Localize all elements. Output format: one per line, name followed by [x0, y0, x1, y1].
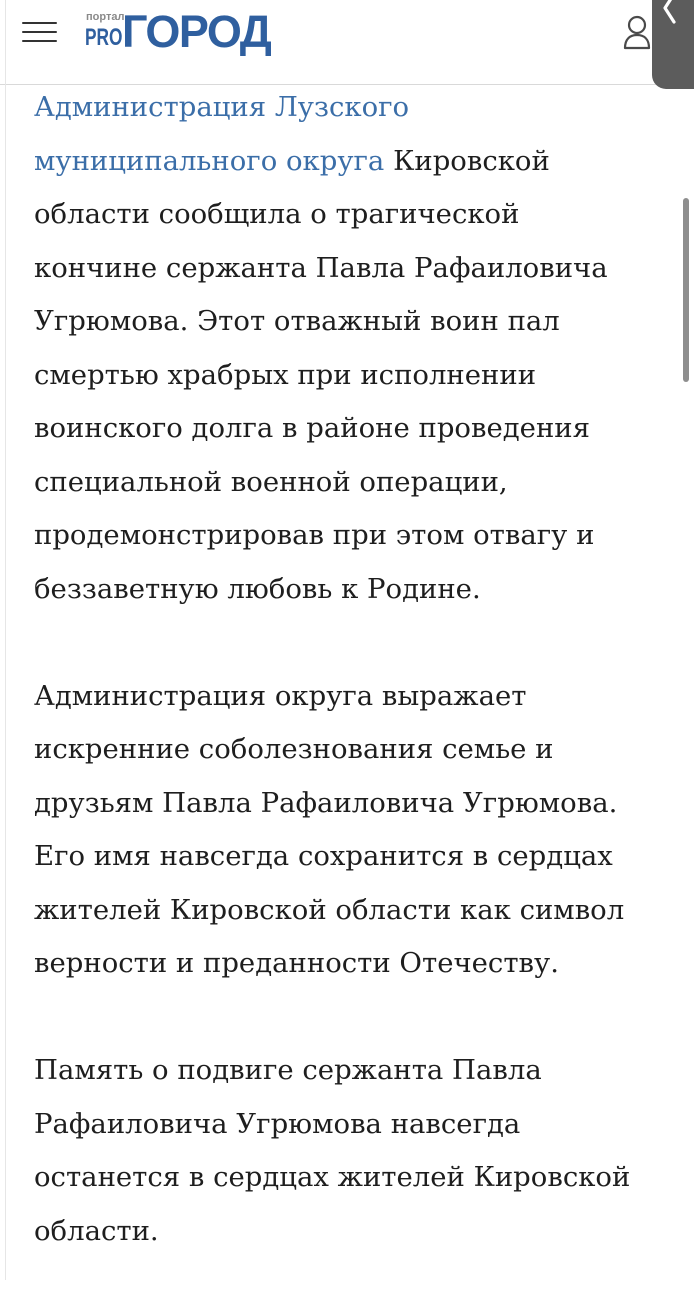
article-text-line [34, 81, 664, 135]
article-text-line: области сообщила о трагической [34, 198, 520, 230]
article-text-line: продемонстрировав при этом отвагу и [34, 519, 595, 551]
article-text-line: верности и преданности Отечеству. [34, 947, 559, 979]
site-header [0, 0, 694, 85]
article-text-line [34, 135, 664, 189]
article-text-line: останется в сердцах жителей Кировской [34, 1161, 631, 1193]
article-text-line: области. [34, 1214, 159, 1247]
article-body [34, 81, 664, 1312]
article-text-line: специальной военной операции, [34, 465, 508, 498]
chevron-left-icon [652, 0, 694, 30]
article-text-line: воинского долга в районе проведения [34, 412, 590, 444]
site-logo[interactable] [84, 0, 284, 60]
article-text-line: друзьям Павла Рафаиловича Угрюмова. [34, 786, 618, 819]
article-text-line: кончине сержанта Павла Рафаиловича [34, 251, 608, 284]
menu-bar [22, 22, 57, 24]
article-text-line: беззаветную любовь к Родине. [34, 572, 481, 605]
article-text-line: искренние соболезнования семье и [34, 733, 554, 765]
user-icon[interactable] [620, 12, 656, 52]
article-paragraph [34, 1044, 664, 1258]
article-text-line: Рафаиловича Угрюмова навсегда [34, 1107, 521, 1140]
logo-prefix: портал [86, 11, 125, 23]
logo-name: ГОРОД [122, 6, 271, 57]
article-text: Кировской [393, 144, 550, 177]
hamburger-menu-icon[interactable] [22, 20, 57, 44]
article-paragraph [34, 81, 664, 616]
menu-bar [22, 40, 57, 42]
article-link[interactable]: муниципального округа [34, 144, 385, 177]
article-text-line: Память о подвиге сержанта Павла [34, 1054, 542, 1086]
article-text-line: Угрюмова. Этот отважный воин пал [34, 305, 560, 337]
article-link[interactable]: Администрация Лузского [34, 91, 410, 123]
article-text-line: Администрация округа выражает [34, 679, 527, 712]
side-panel-handle[interactable] [652, 0, 694, 89]
article-text-line: смертью храбрых при исполнении [34, 358, 537, 391]
article-paragraph [34, 670, 664, 991]
page-edge-divider [5, 0, 6, 1280]
menu-bar [22, 31, 57, 33]
scrollbar[interactable] [683, 198, 689, 382]
article-text-line: жителей Кировской области как символ [34, 893, 625, 926]
logo-pro: PRO [85, 24, 123, 51]
article-text-line: Его имя навсегда сохранится в сердцах [34, 840, 613, 872]
